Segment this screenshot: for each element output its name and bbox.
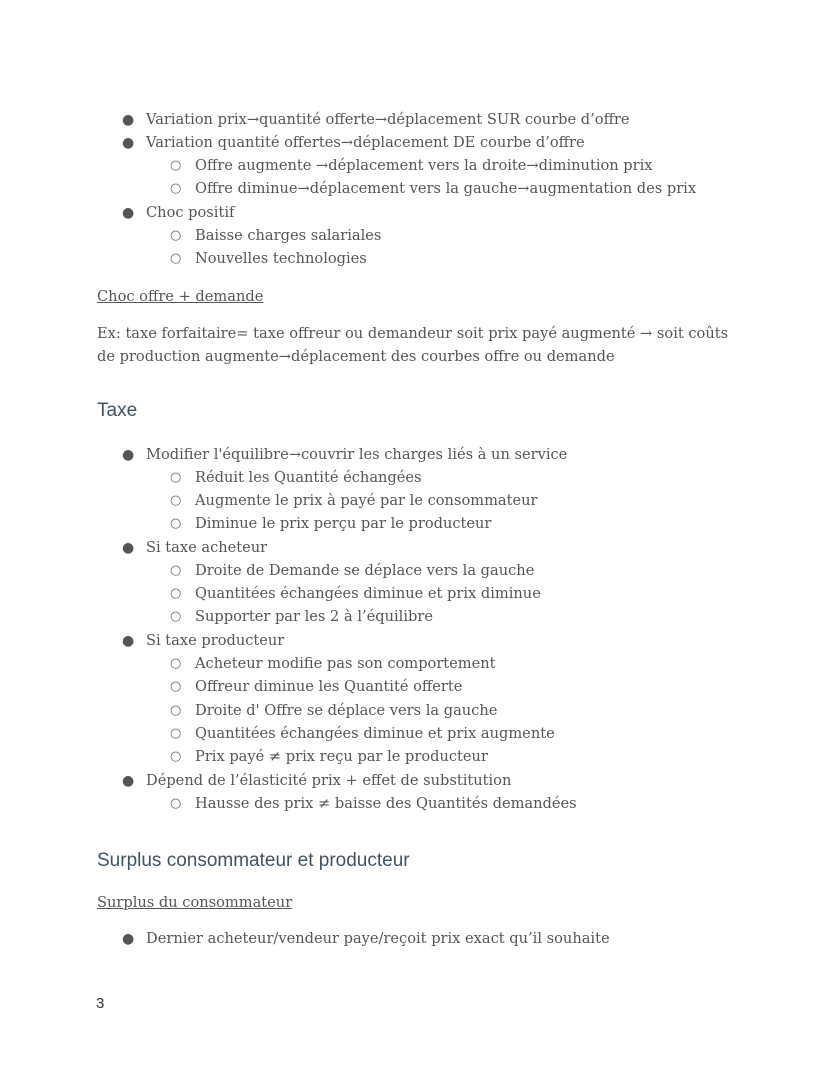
- paragraph: Ex: taxe forfaitaire= taxe offreur ou demandeur soit prix payé augmenté → soit coûts de production augmente→déplacement des courbes offre ou demande: [97, 325, 729, 365]
- bullet-icon: ●: [122, 135, 135, 151]
- bullet-icon: ●: [122, 931, 135, 947]
- list-item: ○ Nouvelles technologies: [170, 250, 367, 267]
- section-heading: Surplus consommateur et producteur: [97, 850, 410, 871]
- circle-bullet-icon: ○: [170, 796, 182, 811]
- list-item: ○ Acheteur modifie pas son comportement: [170, 655, 496, 672]
- circle-bullet-icon: ○: [170, 228, 182, 243]
- list-item: ● Dernier acheteur/vendeur paye/reçoit prix exact qu’il souhaite: [122, 930, 610, 947]
- list-item: ○ Augmente le prix à payé par le consommateur: [170, 492, 538, 509]
- circle-bullet-icon: ○: [170, 158, 182, 173]
- page-number: 3: [96, 995, 105, 1012]
- list-item: ○ Offreur diminue les Quantité offerte: [170, 678, 463, 695]
- subsection-title: Choc offre + demande: [97, 288, 264, 305]
- circle-bullet-icon: ○: [170, 749, 182, 764]
- list-item: ○ Offre augmente →déplacement vers la droite→diminution prix: [170, 157, 653, 174]
- list-item: ○ Hausse des prix ≠ baisse des Quantités demandées: [170, 795, 577, 812]
- list-item: ● Variation quantité offertes→déplacement DE courbe d’offre: [122, 134, 585, 151]
- list-item: ○ Prix payé ≠ prix reçu par le producteur: [170, 748, 488, 765]
- list-item: ○ Quantitées échangées diminue et prix augmente: [170, 725, 555, 742]
- circle-bullet-icon: ○: [170, 493, 182, 508]
- circle-bullet-icon: ○: [170, 586, 182, 601]
- circle-bullet-icon: ○: [170, 563, 182, 578]
- bullet-icon: ●: [122, 112, 135, 128]
- list-item: ● Variation prix→quantité offerte→déplacement SUR courbe d’offre: [122, 111, 630, 128]
- circle-bullet-icon: ○: [170, 609, 182, 624]
- list-item: ○ Diminue le prix perçu par le producteur: [170, 515, 492, 532]
- bullet-icon: ●: [122, 447, 135, 463]
- circle-bullet-icon: ○: [170, 656, 182, 671]
- subsection-title: Surplus du consommateur: [97, 894, 293, 911]
- list-item: ○ Droite de Demande se déplace vers la gauche: [170, 562, 535, 579]
- circle-bullet-icon: ○: [170, 516, 182, 531]
- section-heading: Taxe: [97, 400, 138, 421]
- circle-bullet-icon: ○: [170, 181, 182, 196]
- bullet-icon: ●: [122, 633, 135, 649]
- bullet-icon: ●: [122, 773, 135, 789]
- list-item: ○ Supporter par les 2 à l’équilibre: [170, 608, 433, 625]
- bullet-icon: ●: [122, 205, 135, 221]
- list-item: ● Dépend de l’élasticité prix + effet de substitution: [122, 772, 512, 789]
- list-item: ○ Offre diminue→déplacement vers la gauche→augmentation des prix: [170, 180, 697, 197]
- list-item: ● Si taxe producteur: [122, 632, 285, 649]
- list-item: ○ Droite d' Offre se déplace vers la gauche: [170, 702, 498, 719]
- list-item: ● Si taxe acheteur: [122, 539, 268, 556]
- circle-bullet-icon: ○: [170, 251, 182, 266]
- list-item: ○ Réduit les Quantité échangées: [170, 469, 422, 486]
- circle-bullet-icon: ○: [170, 726, 182, 741]
- list-item: ○ Baisse charges salariales: [170, 227, 382, 244]
- list-item: ● Modifier l'équilibre→couvrir les charges liés à un service: [122, 446, 568, 463]
- bullet-icon: ●: [122, 540, 135, 556]
- list-item: ○ Quantitées échangées diminue et prix diminue: [170, 585, 541, 602]
- circle-bullet-icon: ○: [170, 703, 182, 718]
- circle-bullet-icon: ○: [170, 679, 182, 694]
- list-item: ● Choc positif: [122, 204, 235, 221]
- circle-bullet-icon: ○: [170, 470, 182, 485]
